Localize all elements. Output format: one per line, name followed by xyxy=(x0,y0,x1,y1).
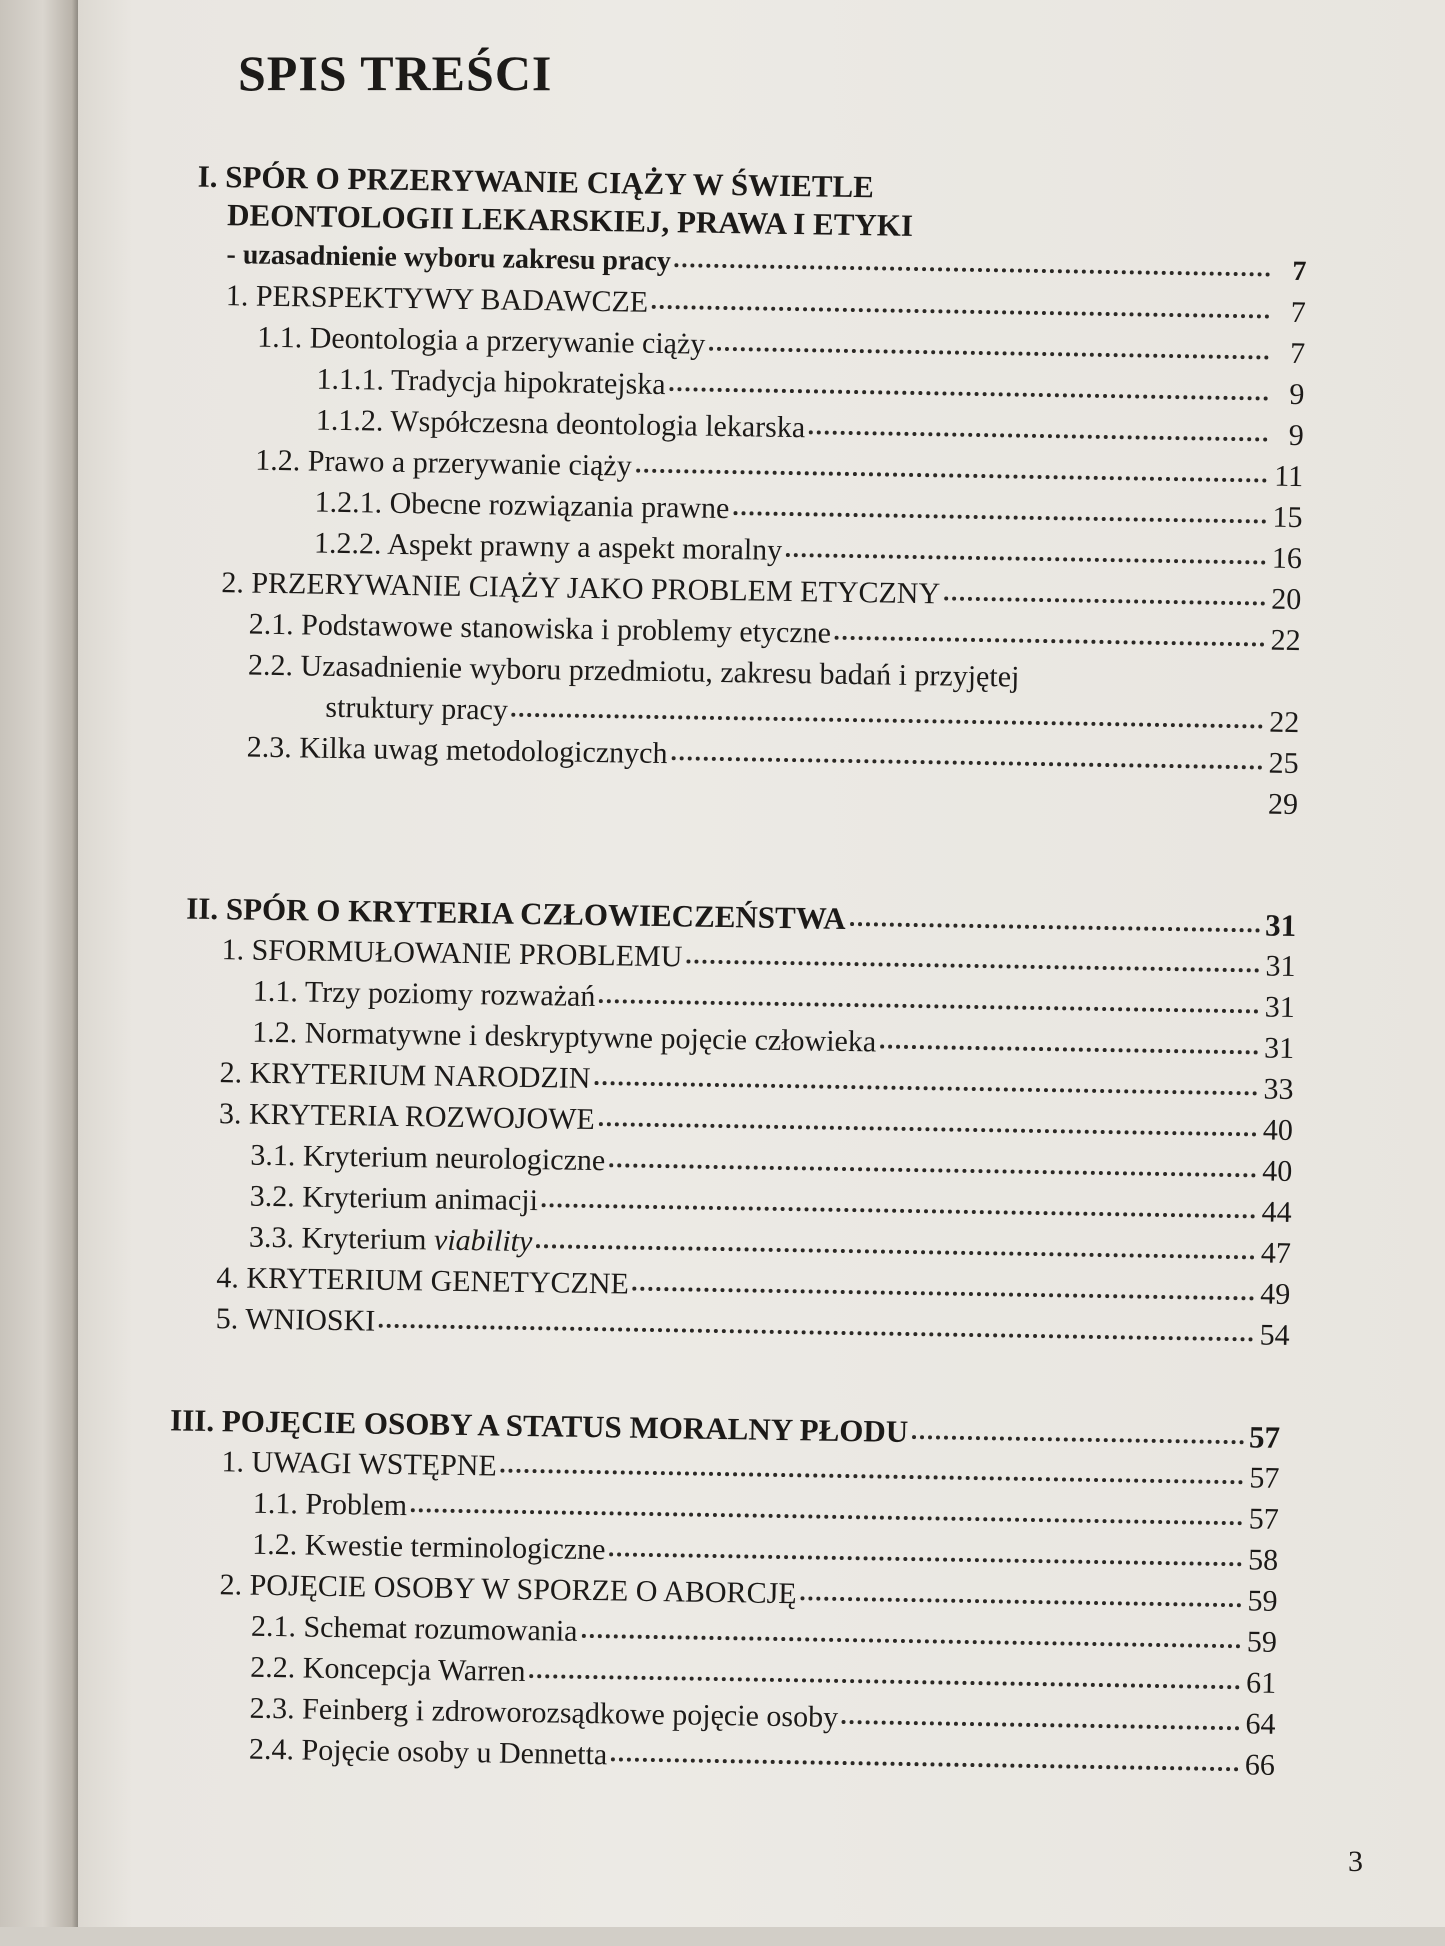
page-heading: SPIS TREŚCI xyxy=(238,45,553,101)
page-number: 47 xyxy=(1260,1236,1292,1270)
page-number: 22 xyxy=(1270,623,1301,658)
entry-label: 2.3. Kilka uwag metodologicznych xyxy=(246,730,668,771)
leader-dots xyxy=(599,995,1259,1013)
entry-label: 1. UWAGI WSTĘPNE xyxy=(221,1445,498,1483)
leader-dots xyxy=(686,955,1259,972)
page-number: 33 xyxy=(1263,1072,1294,1107)
leader-dots xyxy=(944,592,1265,605)
entry-label xyxy=(249,1217,533,1262)
book-page xyxy=(78,0,1445,1927)
entry-label: 1.2.1. Obecne rozwiązania prawne xyxy=(314,485,730,526)
entry-label: 3.1. Kryterium neurologiczne xyxy=(250,1138,606,1178)
leader-dots xyxy=(880,1041,1258,1055)
chapter-1-title-line-1: I. SPÓR O PRZERYWANIE CIĄŻY W ŚWIETLE xyxy=(197,158,875,205)
leader-dots xyxy=(512,709,1264,729)
page-number: 15 xyxy=(1272,500,1303,535)
page-number: 40 xyxy=(1261,1154,1293,1188)
leader-dots xyxy=(599,1118,1257,1136)
page-number: 9 xyxy=(1288,418,1305,453)
entry-label-text: 3.3. Kryterium xyxy=(248,1220,427,1257)
page-number: 31 xyxy=(1264,990,1296,1025)
leader-dots xyxy=(850,918,1261,932)
page-number: 59 xyxy=(1246,1625,1278,1659)
page-number: 66 xyxy=(1244,1748,1276,1782)
page-number: 61 xyxy=(1245,1666,1277,1700)
page-number: 59 xyxy=(1247,1584,1278,1618)
page-number: 7 xyxy=(1289,336,1306,371)
entry-label: 4. KRYTERIUM GENETYCZNE xyxy=(216,1261,630,1301)
leader-dots xyxy=(542,1199,1256,1218)
page-number: 57 xyxy=(1248,1419,1281,1455)
page-number: 9 xyxy=(1289,377,1305,412)
entry-label: 2.3. Feinberg i zdroworozsądkowe pojęcie osoby xyxy=(249,1691,839,1734)
entry-label: 1. PERSPEKTYWY BADAWCZE xyxy=(225,279,649,319)
table-of-contents xyxy=(50,0,1445,1946)
entry-label: 1.2. Prawo a przerywanie ciąży xyxy=(255,443,633,483)
leader-dots xyxy=(250,787,1262,811)
page-number: 58 xyxy=(1247,1543,1279,1577)
entry-label: 1.2. Kwestie terminologiczne xyxy=(252,1527,606,1567)
entry-label: 2.2. Uzasadnienie wyboru przedmiotu, zakresu badań i przyjętej xyxy=(247,648,1020,694)
entry-label: 2.4. Pojęcie osoby u Dennetta xyxy=(248,1732,608,1772)
leader-dots xyxy=(652,301,1270,319)
entry-label: 2.2. Koncepcja Warren xyxy=(250,1650,526,1689)
chapter-1-subtitle: - uzasadnienie wyboru zakresu pracy xyxy=(226,239,672,278)
page-number: 11 xyxy=(1274,459,1304,494)
leader-dots xyxy=(835,632,1265,647)
leader-dots xyxy=(786,549,1266,565)
leader-dots xyxy=(536,1240,1255,1259)
page-number: 7 xyxy=(1290,295,1306,330)
chapter-2-title: II. SPÓR O KRYTERIA CZŁOWIECZEŃSTWA xyxy=(185,890,846,936)
entry-label: 2.1. Podstawowe stanowiska i problemy etyczne xyxy=(248,607,832,650)
leader-dots xyxy=(609,1548,1242,1566)
leader-dots xyxy=(809,426,1268,441)
entry-label: 1.1. Problem xyxy=(252,1486,408,1523)
leader-dots xyxy=(611,1753,1239,1771)
entry-label: 1.1.1. Tradycja hipokratejska xyxy=(316,362,666,402)
leader-dots xyxy=(633,1283,1255,1301)
page-number: 31 xyxy=(1264,907,1297,944)
page-number: 25 xyxy=(1268,746,1299,781)
chapter-3-title: III. POJĘCIE OSOBY A STATUS MORALNY PŁODU xyxy=(169,1402,909,1449)
page-number: 54 xyxy=(1259,1318,1290,1352)
entry-label: 1.1.2. Współczesna deontologia lekarska xyxy=(315,403,806,445)
leader-dots xyxy=(671,752,1262,769)
page-number: 44 xyxy=(1261,1195,1292,1229)
leader-dots xyxy=(636,465,1268,483)
leader-dots xyxy=(529,1670,1240,1689)
entry-label: 1.2.2. Aspekt prawny a aspekt moralny xyxy=(313,526,783,567)
entry-label: 3. KRYTERIA ROZWOJOWE xyxy=(218,1097,596,1137)
chapter-3 xyxy=(165,1399,1281,1785)
page-number: 22 xyxy=(1269,705,1300,740)
entry-label: 2. PRZERYWANIE CIĄŻY JAKO PROBLEM ETYCZNY xyxy=(221,566,941,611)
page-number: 31 xyxy=(1263,1031,1295,1066)
page-number: 31 xyxy=(1265,949,1296,984)
leader-dots xyxy=(842,1716,1240,1730)
leader-dots xyxy=(411,1504,1243,1525)
page-number: 7 xyxy=(1292,255,1307,288)
leader-dots xyxy=(912,1431,1244,1444)
page-folio-number: 3 xyxy=(1348,1845,1363,1878)
entry-label: 2. KRYTERIUM NARODZIN xyxy=(219,1056,591,1095)
leader-dots xyxy=(609,1159,1256,1177)
leader-dots xyxy=(379,1320,1254,1342)
entry-label: 1.1. Trzy poziomy rozważań xyxy=(252,974,596,1014)
leader-dots xyxy=(594,1077,1257,1095)
chapter-2 xyxy=(179,888,1296,1356)
page-number: 20 xyxy=(1270,582,1302,617)
entry-label: 3.2. Kryterium animacji xyxy=(249,1179,539,1218)
entry-label-italic: viability xyxy=(433,1223,533,1259)
entry-label: 1.1. Deontologia a przerywanie ciąży xyxy=(256,320,706,361)
page-number: 64 xyxy=(1245,1707,1276,1741)
chapter-1 xyxy=(188,158,1308,825)
entry-label: 1. SFORMUŁOWANIE PROBLEMU xyxy=(221,933,683,974)
entry-label: 2.1. Schemat rozumowania xyxy=(250,1609,578,1648)
leader-dots xyxy=(800,1592,1241,1607)
leader-dots xyxy=(733,507,1266,523)
leader-dots xyxy=(709,343,1269,360)
entry-label: 2. POJĘCIE OSOBY W SPORZE O ABORCJĘ xyxy=(219,1568,797,1611)
page-number: 57 xyxy=(1249,1461,1280,1495)
entry-label: 1.2. Normatywne i deskryptywne pojęcie człowieka xyxy=(252,1015,877,1059)
entry-label: 5. WNIOSKI xyxy=(215,1302,376,1338)
entry-label-continuation: struktury pracy xyxy=(325,690,509,727)
leader-dots xyxy=(501,1465,1244,1485)
page-number: 49 xyxy=(1260,1277,1291,1311)
page-number: 57 xyxy=(1248,1502,1280,1536)
leader-dots xyxy=(670,383,1269,400)
page-number: 16 xyxy=(1271,541,1303,576)
chapter-1-title-line-2: DEONTOLOGII LEKARSKIEJ, PRAWA I ETYKI xyxy=(226,197,914,243)
leader-dots xyxy=(675,259,1271,276)
page-number: 29 xyxy=(1267,787,1299,822)
leader-dots xyxy=(581,1630,1240,1648)
page-number: 40 xyxy=(1262,1113,1294,1148)
